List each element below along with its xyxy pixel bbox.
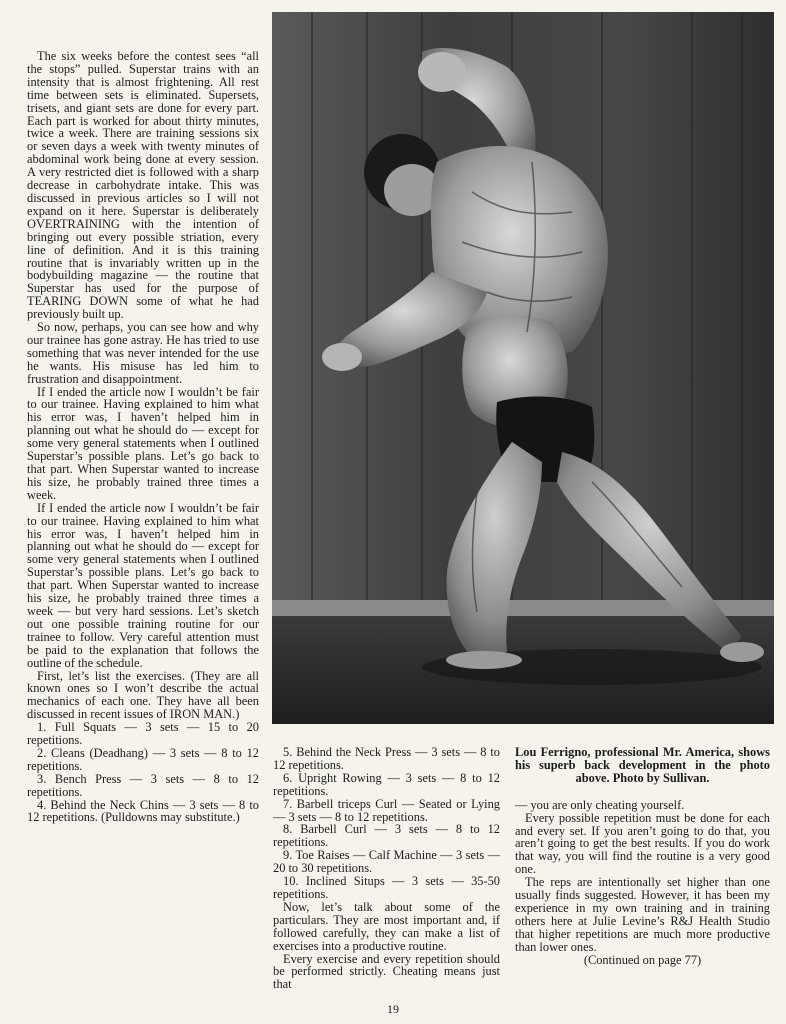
photo-caption: Lou Ferrigno, professional Mr. America, shows his superb back development in the photo above. Photo by Sullivan. — [515, 745, 770, 785]
paragraph: Every exercise and every repetition should be performed strictly. Cheating means just that — [273, 951, 500, 992]
paragraph: If I ended the article now I wouldn’t be fair to our trainee. Having explained to him what his error was, I haven’t helped him in planning out what he should do — except for some very general statements when I outlined Superstar’s possible plans. Let’s go back to that part. When Superstar wanted to increase his size, he probably trained three times a week — but very hard sessions. Let’s sketch out one possible training routine for our trainee to follow. Very careful attention must be paid to the explanation that follows the outline of the schedule. — [27, 500, 259, 670]
continued-note: (Continued on page 77) — [583, 952, 702, 967]
exercise-item: 8. Barbell Curl — 3 sets — 8 to 12 repetitions. — [273, 822, 500, 850]
paragraph: Now, let’s talk about some of the particulars. They are most important and, if followed carefully, they can make a list of exercises into a productive routine. — [273, 899, 500, 953]
page-number: 19 — [387, 1002, 399, 1016]
exercise-item: 3. Bench Press — 3 sets — 8 to 12 repetitions. — [27, 771, 259, 799]
exercise-item: 1. Full Squats — 3 sets — 15 to 20 repetitions. — [27, 720, 259, 748]
exercise-item: 9. Toe Raises — Calf Machine — 3 sets — 20 to 30 repetitions. — [273, 848, 500, 876]
paragraph: — you are only cheating yourself. — [515, 797, 685, 812]
bodybuilder-photo — [272, 12, 774, 724]
paragraph: The reps are intentionally set higher than one usually finds suggested. However, it has been my experience in my own training and in training others here at Julie Levine’s R&J Health Studio that higher repetitions are much more productive than lower ones. — [515, 875, 770, 954]
exercise-item: 10. Inclined Situps — 3 sets — 35-50 repetitions. — [273, 874, 500, 901]
exercise-item: 7. Barbell triceps Curl — Seated or Lying — 3 sets — 8 to 12 repetitions. — [273, 796, 500, 824]
exercise-item: 5. Behind the Neck Press — 3 sets — 8 to 12 repetitions. — [273, 745, 500, 772]
exercise-item: 6. Upright Rowing — 3 sets — 8 to 12 repetitions. — [273, 770, 500, 798]
paragraph: The six weeks before the contest sees “all the stops” pulled. Superstar trains with an intensity that is almost frightening. All rest time between sets is eliminated. Supersets, trisets, and giant sets are done for every part. Each part is worked for about thirty minutes, twice a week. There are training sessions six or seven days a week with twenty minutes of abdominal work being done at every session. A very restricted diet is followed with a sharp decrease in carbohydrate intake. This was discussed in previous articles so I will not expand on it here. Superstar is deliberately OVERTRAINING with the intention of bringing out every possible striation, every line of definition. And it is this training routine that is invariably written up in the bodybuilding magazine — the routine that Superstar has used for the purpose of TEARING DOWN some of what he had previously built up. — [27, 49, 259, 322]
article-column-middle — [273, 746, 500, 991]
paragraph: Every possible repetition must be done for each and every set. If you aren’t going to do that, you aren’t going to get the best results. If you do work that way, you will find the routine is a very good one. — [515, 810, 770, 877]
photo-illustration — [272, 12, 774, 724]
exercise-item: 2. Cleans (Deadhang) — 3 sets — 8 to 12 repetitions. — [27, 745, 259, 773]
article-column-left — [27, 50, 259, 824]
paragraph: If I ended the article now I wouldn’t be fair to our trainee. Having explained to him what his error was, I haven’t helped him in planning out what he should do — except for some very general statements when I outlined Superstar’s possible plans. Let’s go back to that part. When Superstar wanted to increase his size, he probably trained three times a week. — [27, 384, 259, 502]
exercise-item: 4. Behind the Neck Chins — 3 sets — 8 to 12 repetitions. (Pulldowns may substitute.) — [27, 797, 259, 825]
paragraph: First, let’s list the exercises. (They are all known ones so I won’t describe the actual mechanics of each one. They have all been discussed in recent issues of IRON MAN.) — [27, 668, 259, 722]
article-column-right — [515, 746, 770, 967]
paragraph: So now, perhaps, you can see how and why our trainee has gone astray. He has tried to use something that was never intended for the use he wants. His misuse has led him to frustration and disappointment. — [27, 320, 259, 386]
